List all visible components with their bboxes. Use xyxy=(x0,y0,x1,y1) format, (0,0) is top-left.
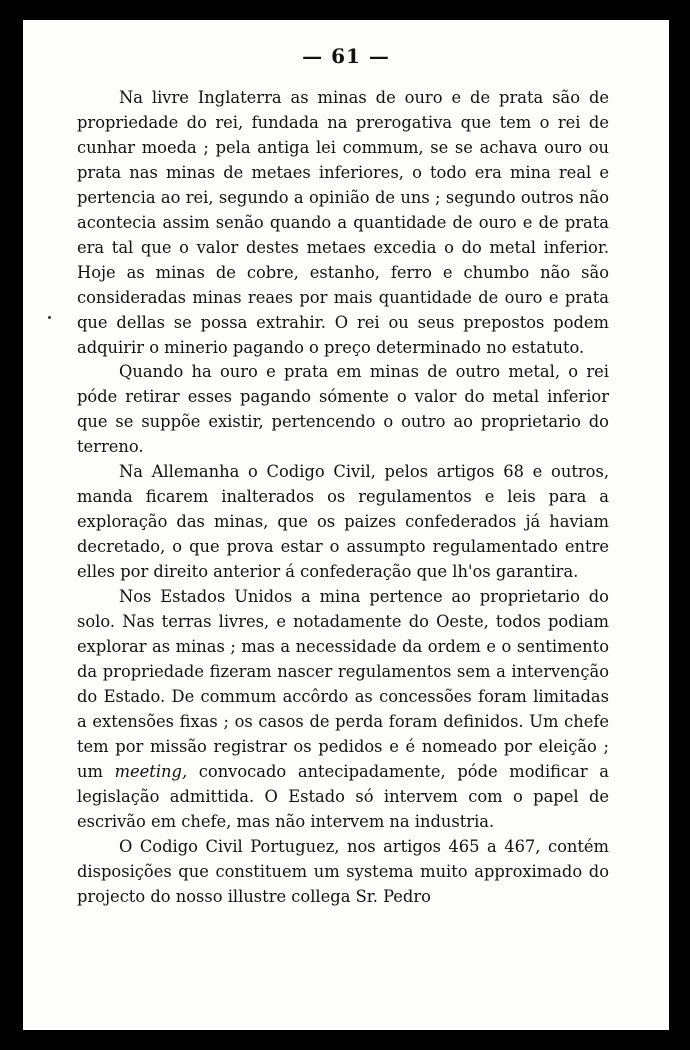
paragraph-germany-civil-code: Na Allemanha o Codigo Civil, pelos artigos 68 e outros, manda ficarem inalterados os regulamentos e leis para a exploração das minas, que os paizes confederados já haviam decretado, o que prova estar o assumpto regulamentado entre elles por direito anterior á confederação que lh'os garantira. xyxy=(77,462,609,582)
meeting-italic-term: meeting, xyxy=(114,761,188,781)
paragraph-gold-silver-other-metal: Quando ha ouro e prata em minas de outro metal, o rei póde retirar esses pagando sómente o valor do metal inferior que se suppõe existir, pertencendo o outro ao proprietario do terreno. xyxy=(77,362,609,457)
paragraph-united-states-part-2: convocado antecipadamente, póde modificar a legislação admittida. O Estado só intervem com o papel de escrivão em chefe, mas não intervem na industria. xyxy=(77,761,609,831)
body-text xyxy=(77,86,609,909)
print-speck-mark xyxy=(48,316,51,319)
paragraph-united-states xyxy=(77,585,609,835)
book-page xyxy=(23,20,669,1030)
paragraph-england-mines: Na livre Inglaterra as minas de ouro e de prata são de propriedade do rei, fundada na prerogativa que tem o rei de cunhar moeda ; pela antiga lei commum, se se achava ouro ou prata nas minas de metaes inferiores, o todo era mina real e pertencia ao rei, segundo a opinião de uns ; segundo outros não acontecia assim senão quando a quantidade de ouro e de prata era tal que o valor destes metaes excedia o do metal inferior. Hoje as minas de cobre, estanho, ferro e chumbo não são consideradas minas reaes por mais quantidade de ouro e prata que dellas se possa extrahir. O rei ou seus prepostos podem adquirir o minerio pagando o preço determinado no estatuto. xyxy=(77,88,609,357)
page-number: — 61 — xyxy=(302,44,390,68)
paragraph-portuguese-civil-code: O Codigo Civil Portuguez, nos artigos 465 a 467, contém disposições que constituem um systema muito approximado do projecto do nosso illustre collega Sr. Pedro xyxy=(77,836,609,906)
paragraph-united-states-part-1: Nos Estados Unidos a mina pertence ao proprietario do solo. Nas terras livres, e notadamente do Oeste, todos podiam explorar as minas ; mas a necessidade da ordem e o sentimento da propriedade fizeram nascer regulamentos sem a intervenção do Estado. De commum accôrdo as concessões foram limitadas a extensões fixas ; os casos de perda foram definidos. Um chefe tem por missão registrar os pedidos e é nomeado por eleição ; um xyxy=(77,587,609,781)
